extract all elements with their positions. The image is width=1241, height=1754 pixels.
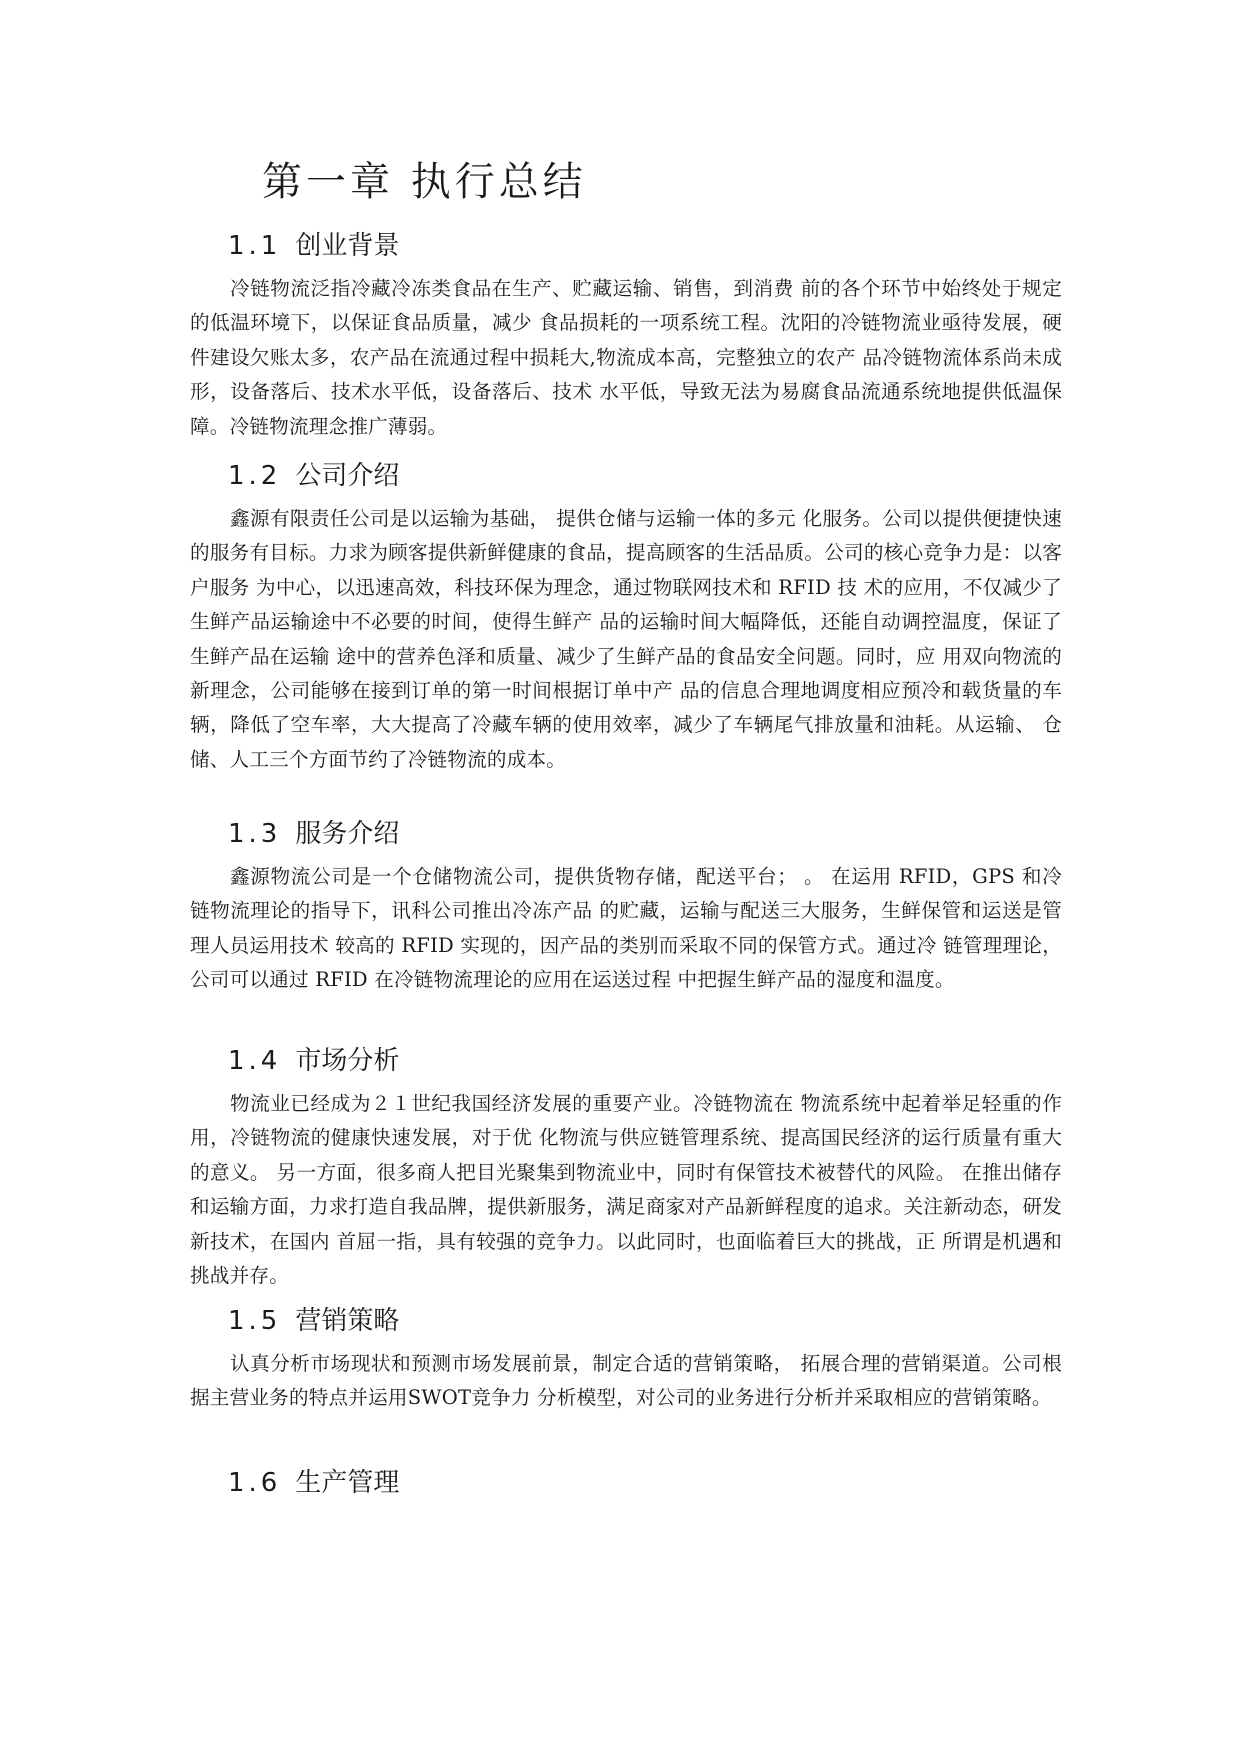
section-heading [228, 224, 1062, 268]
section-title: 服务介绍 [295, 819, 400, 849]
section-1-3 [190, 812, 1062, 998]
section-number: 1.6 [228, 1468, 282, 1498]
section-1-6 [190, 1461, 1062, 1505]
section-number: 1.2 [228, 461, 282, 491]
section-number: 1.4 [228, 1046, 282, 1076]
section-heading [228, 1039, 1062, 1083]
section-1-2 [190, 454, 1062, 777]
section-paragraph: 鑫源物流公司是一个仓储物流公司，提供货物存储，配送平台； 。 在运用 RFID，GPS 和冷链物流理论的指导下，讯科公司推出冷冻产品 的贮藏，运输与配送三大服务，生鲜保管和运送是管理人员运用技术 较高的 RFID 实现的，因产品的类别而采取不同的保管方式。通过冷 链管理理论，公司可以通过 RFID 在冷链物流理论的应用在运送过程 中把握生鲜产品的湿度和温度。 [190, 865, 1062, 992]
section-paragraph: 物流业已经成为２１世纪我国经济发展的重要产业。冷链物流在 物流系统中起着举足轻重的作用，冷链物流的健康快速发展，对于优 化物流与供应链管理系统、提高国民经济的运行质量有重大的意义。 另一方面，很多商人把目光聚集到物流业中，同时有保管技术被替代的风险。 在推出储存和运输方面，力求打造自我品牌，提供新服务，满足商家对产品新鲜程度的追求。关注新动态，研发新技术，在国内 首屈一指，具有较强的竞争力。以此同时，也面临着巨大的挑战，正 所谓是机遇和挑战并存。 [190, 1092, 1062, 1288]
chapter-title: 第一章 执行总结 [262, 159, 587, 205]
section-1-4 [190, 1039, 1062, 1293]
section-heading [228, 1461, 1062, 1505]
section-title: 市场分析 [295, 1046, 400, 1076]
section-title: 创业背景 [295, 231, 400, 261]
section-1-5 [190, 1299, 1062, 1416]
section-paragraph: 鑫源有限责任公司是以运输为基础， 提供仓储与运输一体的多元 化服务。公司以提供便捷快速的服务有目标。力求为顾客提供新鲜健康的食品，提高顾客的生活品质。公司的核心竞争力是：以客户服务 为中心，以迅速高效，科技环保为理念，通过物联网技术和 RFID 技 术的应用，不仅减少了生鲜产品运输途中不必要的时间，使得生鲜产 品的运输时间大幅降低，还能自动调控温度，保证了生鲜产品在运输 途中的营养色泽和质量、减少了生鲜产品的食品安全问题。同时，应 用双向物流的新理念，公司能够在接到订单的第一时间根据订单中产 品的信息合理地调度相应预冷和载货量的车辆，降低了空车率，大大提高了冷藏车辆的使用效率，减少了车辆尾气排放量和油耗。从运输、 仓储、人工三个方面节约了冷链物流的成本。 [190, 507, 1062, 771]
section-heading [228, 1299, 1062, 1343]
section-number: 1.5 [228, 1306, 282, 1336]
section-1-1 [190, 224, 1062, 444]
section-number: 1.1 [228, 231, 282, 261]
section-title: 公司介绍 [295, 461, 400, 491]
section-paragraph: 认真分析市场现状和预测市场发展前景，制定合适的营销策略， 拓展合理的营销渠道。公司根据主营业务的特点并运用SWOT竞争力 分析模型，对公司的业务进行分析并采取相应的营销策略。 [190, 1352, 1062, 1410]
section-title: 生产管理 [295, 1468, 400, 1498]
section-number: 1.3 [228, 819, 282, 849]
section-heading [228, 812, 1062, 856]
section-paragraph: 冷链物流泛指冷藏冷冻类食品在生产、贮藏运输、销售，到消费 前的各个环节中始终处于规定的低温环境下，以保证食品质量，减少 食品损耗的一项系统工程。沈阳的冷链物流业亟待发展，硬件建设欠账太多，农产品在流通过程中损耗大,物流成本高，完整独立的农产 品冷链物流体系尚未成形，设备落后、技术水平低，设备落后、技术 水平低，导致无法为易腐食品流通系统地提供低温保障。冷链物流理念推广薄弱。 [190, 277, 1062, 438]
section-heading [228, 454, 1062, 498]
section-title: 营销策略 [295, 1306, 400, 1336]
